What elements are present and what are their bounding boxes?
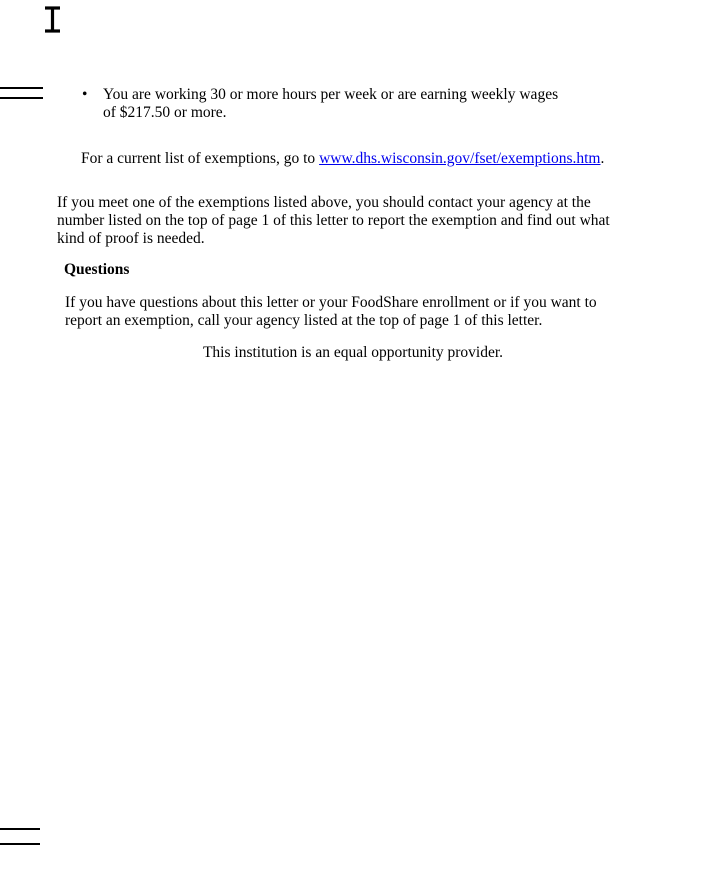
fold-mark-bottom-1: [0, 828, 40, 830]
text-cursor-ibeam-icon: [43, 6, 62, 33]
paragraph-line: If you meet one of the exemptions listed above, you should contact your agency at the: [57, 194, 591, 211]
link-sentence-prefix: For a current list of exemptions, go to: [81, 150, 320, 167]
paragraph-line: kind of proof is needed.: [57, 230, 205, 247]
bullet-item-text: [103, 86, 558, 122]
link-sentence-suffix: .: [600, 150, 605, 167]
paragraph-questions: [65, 294, 597, 330]
exemptions-url-link[interactable]: www.dhs.wisconsin.gov/fset/exemptions.htm: [319, 150, 601, 167]
equal-opportunity-statement: This institution is an equal opportunity provider.: [202, 344, 504, 361]
paragraph-line: report an exemption, call your agency listed at the top of page 1 of this letter.: [65, 312, 543, 329]
bullet-icon: •: [82, 86, 88, 103]
questions-heading: Questions: [64, 261, 130, 278]
bullet-list-item: [82, 86, 558, 122]
paragraph-line: If you have questions about this letter or your FoodShare enrollment or if you want to: [65, 294, 597, 311]
fold-mark-bottom-2: [0, 843, 40, 845]
bullet-text-line-1: You are working 30 or more hours per week or are earning weekly wages: [103, 86, 559, 103]
fold-mark-top-2: [0, 97, 43, 99]
paragraph-report-exemption: [57, 194, 610, 248]
bullet-text-line-2: of $217.50 or more.: [103, 104, 227, 121]
exemptions-link-sentence: [81, 150, 604, 168]
paragraph-line: number listed on the top of page 1 of this letter to report the exemption and find out what: [57, 212, 610, 229]
fold-mark-top-1: [0, 87, 43, 89]
